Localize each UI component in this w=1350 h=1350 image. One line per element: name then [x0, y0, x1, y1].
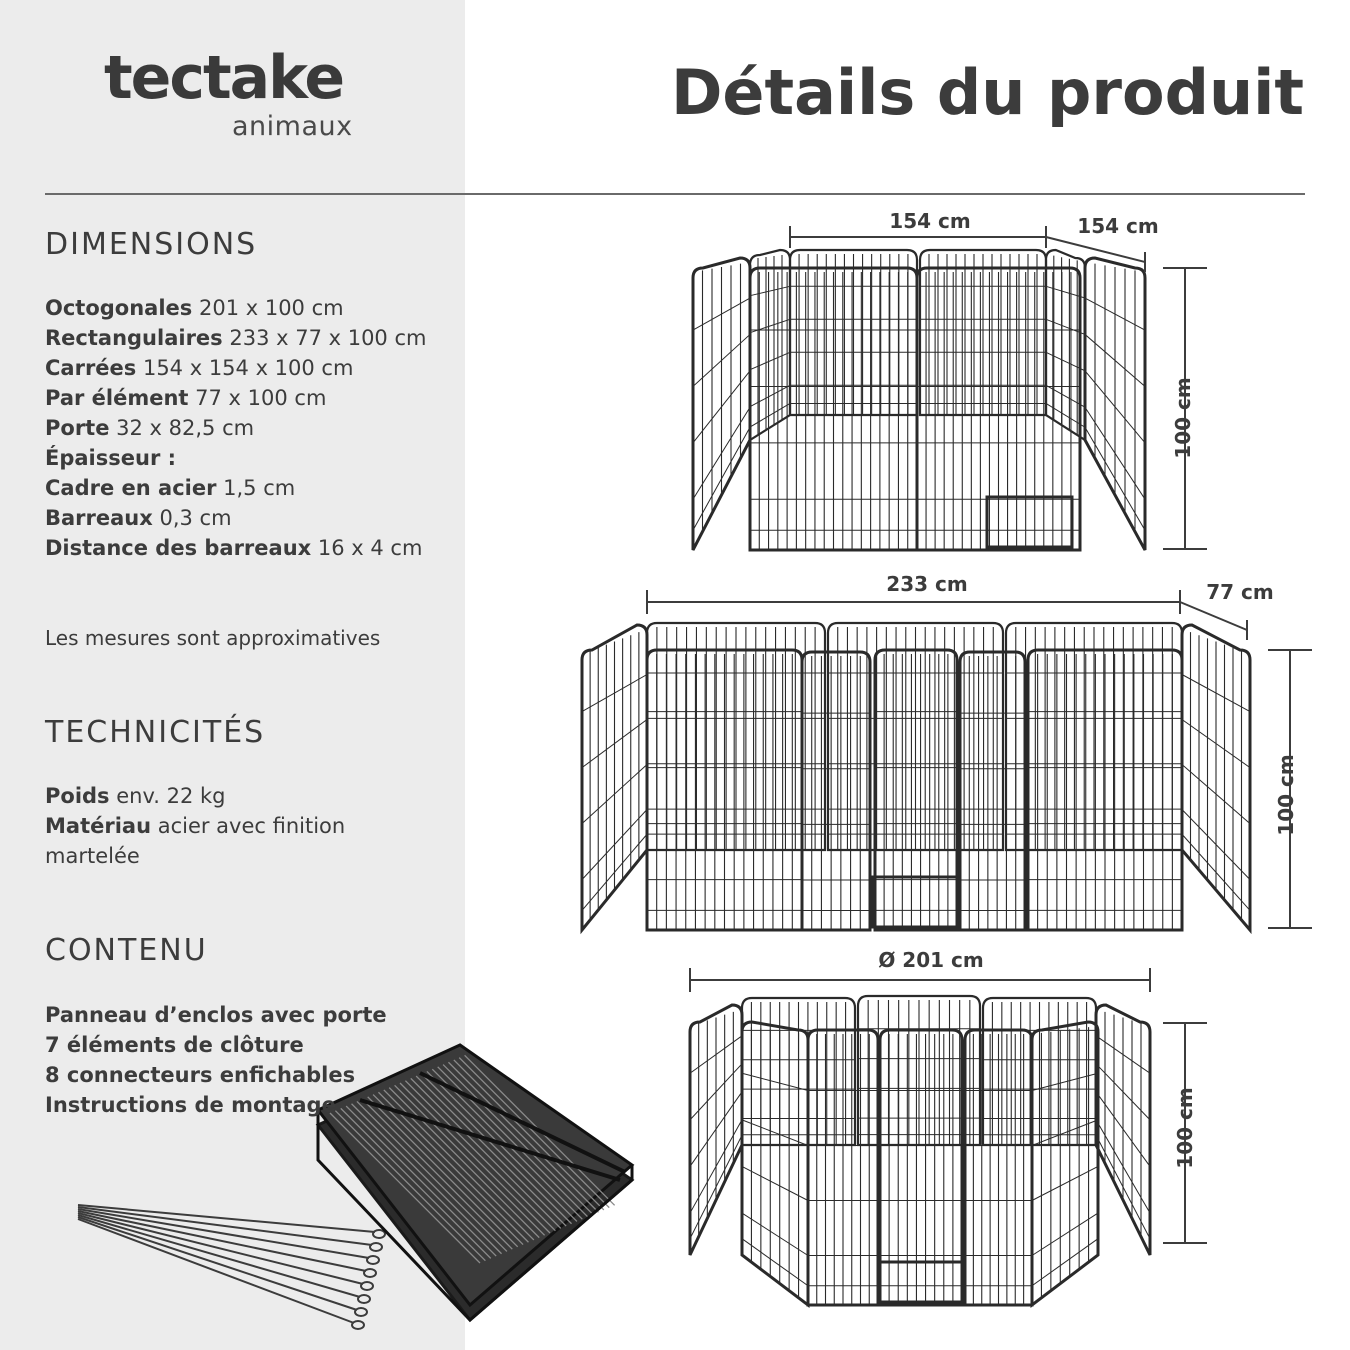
brand-logo: tectake	[104, 43, 344, 113]
spec-label: Épaisseur :	[45, 446, 177, 470]
connector-pins-illustration	[78, 1205, 385, 1329]
list-item: 8 connecteurs enfichables	[45, 1063, 356, 1087]
spec-label: Distance des barreaux	[45, 536, 312, 560]
rectangle-pen-drawing	[582, 623, 1250, 930]
page-title: Détails du produit	[670, 56, 1304, 129]
spec-label: Barreaux	[45, 506, 153, 530]
spec-value: 1,5 cm	[216, 476, 296, 500]
rectangle-depth-label: 77 cm	[1206, 580, 1274, 604]
contenu-heading: CONTENU	[45, 933, 208, 968]
spec-label: Matériau	[45, 814, 152, 838]
spec-label: Porte	[45, 416, 110, 440]
brand-subline: animaux	[232, 111, 353, 142]
list-item: Panneau d’enclos avec porte	[45, 1003, 387, 1027]
spec-label: Cadre en acier	[45, 476, 217, 500]
contenu-list	[45, 1000, 387, 1120]
spec-value: acier avec finition	[151, 814, 346, 838]
rectangle-height-label: 100 cm	[1274, 754, 1298, 836]
spec-label: Poids	[45, 784, 110, 808]
spec-value: 154 x 154 x 100 cm	[136, 356, 354, 380]
square-depth-label: 154 cm	[1077, 214, 1159, 238]
measurement-note: Les mesures sont approximatives	[45, 626, 381, 650]
octagon-height-label: 100 cm	[1173, 1087, 1197, 1169]
spec-value: 233 x 77 x 100 cm	[222, 326, 427, 350]
spec-label: Octogonales	[45, 296, 193, 320]
square-pen-drawing	[693, 250, 1145, 550]
square-height-label: 100 cm	[1171, 377, 1195, 459]
spec-label: Par élément	[45, 386, 189, 410]
octagon-diameter-label: Ø 201 cm	[878, 948, 984, 972]
rectangle-width-label: 233 cm	[886, 572, 968, 596]
spec-label: Rectangulaires	[45, 326, 223, 350]
list-item: Instructions de montage	[45, 1093, 336, 1117]
list-item: 7 éléments de clôture	[45, 1033, 304, 1057]
spec-value: martelée	[45, 844, 140, 868]
technicites-heading: TECHNICITÉS	[45, 715, 266, 750]
octagon-pen-drawing	[690, 996, 1150, 1305]
spec-value: 16 x 4 cm	[311, 536, 423, 560]
spec-value: 77 x 100 cm	[188, 386, 327, 410]
dimensions-heading: DIMENSIONS	[45, 227, 258, 262]
spec-value: env. 22 kg	[109, 784, 226, 808]
spec-value: 0,3 cm	[152, 506, 232, 530]
square-width-label: 154 cm	[889, 209, 971, 233]
spec-label: Carrées	[45, 356, 137, 380]
spec-value: 201 x 100 cm	[192, 296, 344, 320]
spec-value: 32 x 82,5 cm	[109, 416, 255, 440]
